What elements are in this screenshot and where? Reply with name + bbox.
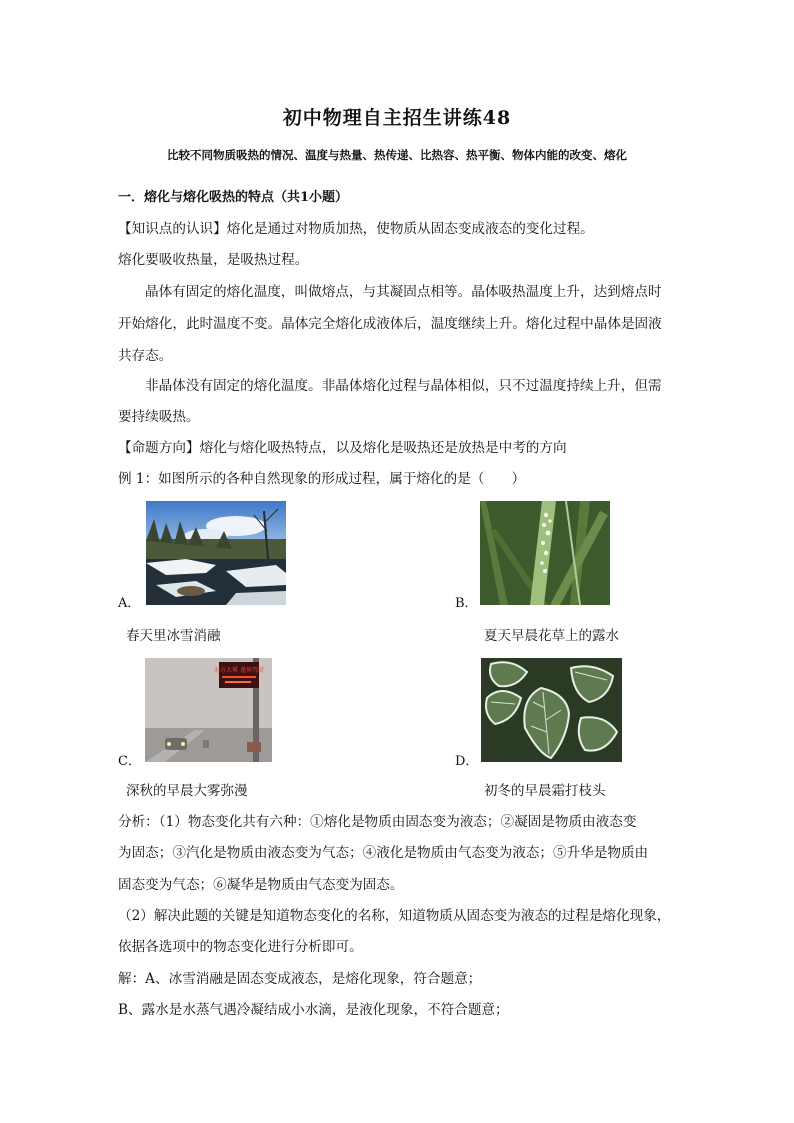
- text-line: 【命题方向】熔化与熔化吸热特点，以及熔化是吸热还是放热是中考的方向: [118, 440, 567, 456]
- text-line: 晶体有固定的熔化温度，叫做熔点，与其凝固点相等。晶体吸热温度上升，达到熔点时: [145, 284, 662, 300]
- option-d-caption: 初冬的早晨霜打枝头: [484, 783, 606, 799]
- analysis-line: 依据各选项中的物态变化进行分析即可。: [118, 939, 363, 955]
- analysis-line: （2）解决此题的关键是知道物态变化的名称，知道物质从固态变为液态的过程是熔化现象，: [118, 908, 671, 924]
- option-b-caption: 夏天早晨花草上的露水: [484, 628, 619, 644]
- option-b-image: [480, 501, 610, 605]
- option-b-letter: B．: [455, 596, 478, 611]
- option-a-image: [146, 501, 286, 605]
- option-d-letter: D．: [455, 754, 479, 769]
- analysis-line: 为固态；③汽化是物质由液态变为气态；④液化是物质由气态变为液态；⑤升华是物质由: [118, 845, 649, 861]
- option-d-image: [481, 658, 622, 762]
- solution-line: B、露水是水蒸气遇冷凝结成小水滴，是液化现象，不符合题意；: [118, 1002, 509, 1018]
- option-c-image: [145, 658, 272, 762]
- text-line: 【知识点的认识】熔化是通过对物质加热，使物质从固态变成液态的变化过程。: [118, 221, 594, 237]
- sign-text: 前方大雾 谨慎驾驶: [214, 667, 264, 674]
- text-line: 共存态。: [118, 348, 173, 364]
- section-heading: 一．熔化与熔化吸热的特点（共1小题）: [118, 190, 349, 205]
- option-c-caption: 深秋的早晨大雾弥漫: [126, 783, 248, 799]
- option-a-letter: A．: [118, 596, 141, 611]
- analysis-line: 固态变为气态；⑥凝华是物质由气态变为固态。: [118, 877, 404, 893]
- question-line: 例 1：如图所示的各种自然现象的形成过程，属于熔化的是（ ）: [118, 471, 526, 487]
- text-line: 熔化要吸收热量，是吸热过程。: [118, 252, 309, 268]
- page-title: 初中物理自主招生讲练48: [282, 107, 512, 129]
- text-line: 要持续吸热。: [118, 409, 200, 425]
- text-line: 开始熔化，此时温度不变。晶体完全熔化成液体后，温度继续上升。熔化过程中晶体是固液: [118, 316, 662, 332]
- option-c-letter: C．: [118, 754, 141, 769]
- solution-line: 解：A、冰雪消融是固态变成液态，是熔化现象，符合题意；: [118, 971, 482, 987]
- option-a-caption: 春天里冰雪消融: [126, 628, 221, 644]
- text-line: 非晶体没有固定的熔化温度。非晶体熔化过程与晶体相似，只不过温度持续上升，但需: [145, 378, 662, 394]
- analysis-line: 分析：（1）物态变化共有六种：①熔化是物质由固态变为液态；②凝固是物质由液态变: [118, 814, 637, 830]
- page-subtitle: 比较不同物质吸热的情况、温度与热量、热传递、比热容、热平衡、物体内能的改变、熔化: [167, 148, 627, 162]
